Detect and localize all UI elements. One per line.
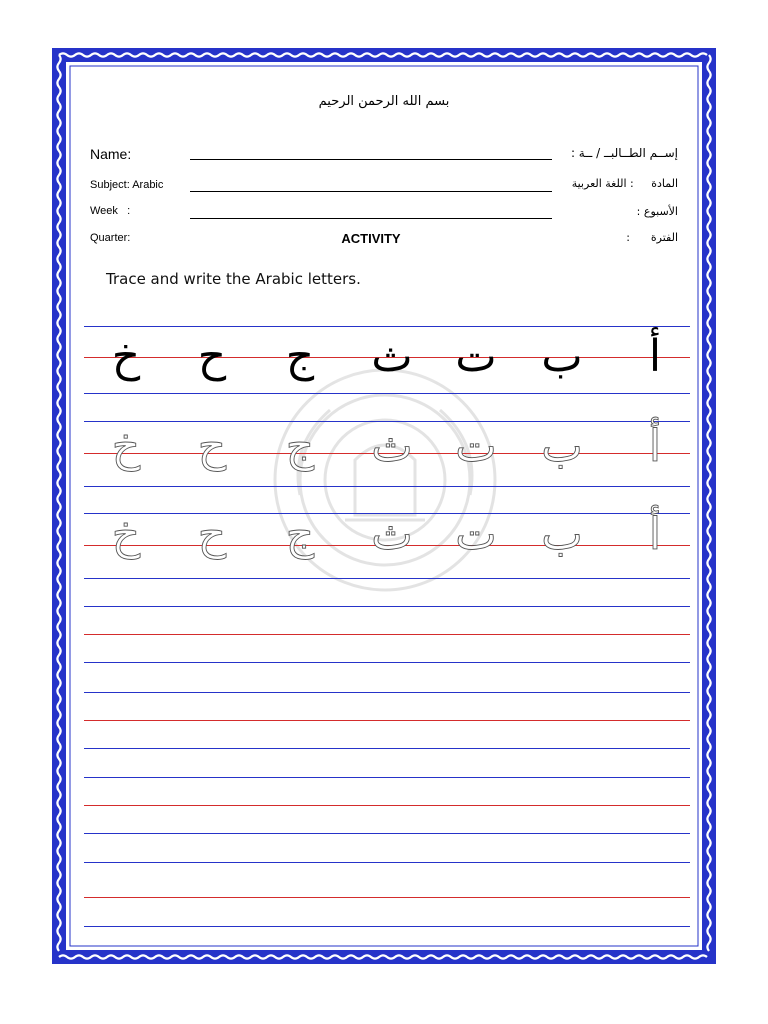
quarter-label-arabic: الفترة : [626, 231, 678, 244]
subject-field[interactable] [190, 191, 552, 192]
name-field[interactable] [190, 159, 552, 160]
name-label-arabic: إســم الطــالبــ / ــة : [570, 146, 678, 160]
guide-line-red [84, 897, 690, 898]
week-label-arabic: الأسبوع : [636, 205, 678, 218]
trace-letter-5[interactable]: ج [285, 421, 315, 472]
activity-title: ACTIVITY [341, 231, 401, 246]
trace-letter-4[interactable]: ث [371, 509, 413, 560]
guide-line-blue [84, 692, 690, 693]
letter-2: ب [541, 331, 583, 382]
guide-line-blue [84, 662, 690, 663]
subject-label-arabic: المادة : اللغة العربية [571, 177, 678, 190]
letter-5: ج [285, 331, 315, 382]
guide-line-red [84, 634, 690, 635]
guide-line-blue [84, 486, 690, 487]
guide-line-blue [84, 833, 690, 834]
subject-label: Subject: Arabic [90, 179, 164, 191]
week-label: Week : [90, 205, 131, 217]
guide-line-blue [84, 748, 690, 749]
basmala: بسم الله الرحمن الرحيم [318, 94, 450, 109]
trace-letter-5[interactable]: ج [285, 509, 315, 560]
guide-line-blue [84, 926, 690, 927]
name-label: Name: [90, 146, 132, 162]
guide-line-blue [84, 393, 690, 394]
guide-line-blue [84, 326, 690, 327]
quarter-label: Quarter: [90, 232, 131, 244]
letter-1: أ [648, 331, 662, 382]
guide-line-red [84, 805, 690, 806]
trace-letter-2[interactable]: ب [541, 509, 583, 560]
guide-line-blue [84, 777, 690, 778]
trace-letter-6[interactable]: ح [197, 421, 227, 472]
letter-3: ت [455, 331, 497, 382]
trace-letter-7[interactable]: خ [111, 421, 141, 472]
trace-letter-1[interactable]: أ [648, 421, 662, 472]
guide-line-red [84, 720, 690, 721]
letter-7: خ [111, 331, 141, 382]
trace-letter-3[interactable]: ت [455, 421, 497, 472]
letter-4: ث [371, 331, 413, 382]
trace-letter-6[interactable]: ح [197, 509, 227, 560]
instruction-text: Trace and write the Arabic letters. [106, 270, 361, 288]
trace-letter-2[interactable]: ب [541, 421, 583, 472]
trace-letter-1[interactable]: أ [648, 509, 662, 560]
week-field[interactable] [190, 218, 552, 219]
trace-letter-4[interactable]: ث [371, 421, 413, 472]
letter-6: ح [197, 331, 227, 382]
guide-line-blue [84, 862, 690, 863]
trace-letter-3[interactable]: ت [455, 509, 497, 560]
guide-line-blue [84, 606, 690, 607]
trace-letter-7[interactable]: خ [111, 509, 141, 560]
guide-line-blue [84, 578, 690, 579]
